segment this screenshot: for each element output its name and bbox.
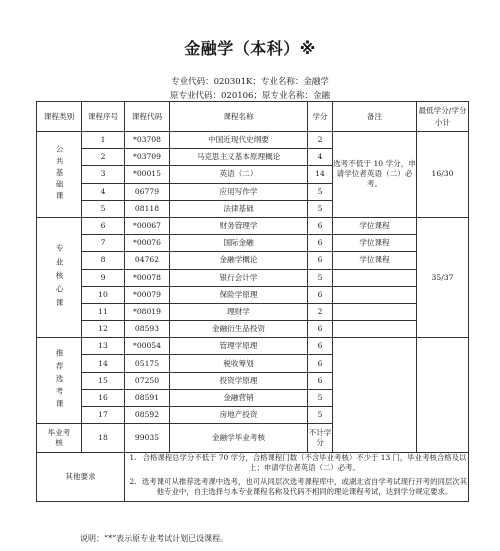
- course-name-cell: 法律基础: [170, 200, 308, 217]
- header-min-credit: 最低学分/学分小计: [417, 102, 469, 132]
- code-cell: 08591: [125, 389, 170, 406]
- requirement-item: [125, 477, 468, 497]
- code-cell: *00015: [125, 166, 170, 183]
- code-cell: *00078: [125, 269, 170, 286]
- seq-cell: 5: [82, 200, 125, 217]
- course-name-cell: 金融学毕业考核: [170, 424, 308, 453]
- code-cell: *03708: [125, 132, 170, 149]
- header-credit: 学分: [308, 102, 333, 132]
- table-row: [37, 269, 469, 286]
- table-row: [37, 338, 469, 355]
- table-header-row: [37, 102, 469, 132]
- credit-cell: 6: [308, 235, 333, 252]
- seq-cell: 3: [82, 166, 125, 183]
- seq-cell: 12: [82, 321, 125, 338]
- major-code-line: 专业代码：020301K；专业名称：金融学: [171, 77, 329, 87]
- note-cell: [333, 321, 417, 338]
- note-cell: [333, 269, 417, 286]
- seq-cell: 7: [82, 235, 125, 252]
- seq-cell: 4: [82, 183, 125, 200]
- code-cell: 99035: [125, 424, 170, 453]
- seq-cell: 18: [82, 424, 125, 453]
- group-public-note: 选考不低于 10 学分，申请学位者英语（二）必考。: [333, 132, 417, 218]
- credit-cell: 5: [308, 183, 333, 200]
- credit-cell: 6: [308, 252, 333, 269]
- code-cell: *03709: [125, 149, 170, 166]
- course-name-cell: 马克思主义基本原理概论: [170, 149, 308, 166]
- credit-cell: 6: [308, 355, 333, 372]
- credit-cell: 4: [308, 149, 333, 166]
- group-graduation-label: 毕业考核: [37, 424, 82, 453]
- note-cell: [333, 286, 417, 303]
- seq-cell: 14: [82, 355, 125, 372]
- other-requirements-label: 其他要求: [37, 453, 125, 502]
- code-cell: *08019: [125, 303, 170, 320]
- seq-cell: 9: [82, 269, 125, 286]
- course-name-cell: 保险学原理: [170, 286, 308, 303]
- seq-cell: 13: [82, 338, 125, 355]
- header-note: 备注: [333, 102, 417, 132]
- course-name-cell: 投资学原理: [170, 372, 308, 389]
- other-requirements-row: [37, 453, 469, 502]
- requirement-text: 选考课可从推荐选考课中选考，也可从同层次选考课程库中，或湖北省自学考试现行开考的同层次其他专业中，自主选择与本专业课程名称及代码不相同的理论课程考试，达到学分规定要求。: [141, 477, 468, 497]
- course-name-cell: 房地产投资: [170, 407, 308, 424]
- table-row: [37, 132, 469, 149]
- note-cell: [333, 303, 417, 320]
- requirement-text: 合格课程总学分不低于 70 学分，合格课程门数（不含毕业考核）不少于 13 门，毕业考核合格及以上；申请学位者英语（二）必考。: [142, 453, 467, 473]
- course-name-cell: 金融学概论: [170, 252, 308, 269]
- group-core-min: 35/37: [417, 217, 469, 337]
- note-cell: 学位课程: [333, 217, 417, 234]
- credit-cell: 5: [308, 389, 333, 406]
- seq-cell: 16: [82, 389, 125, 406]
- code-cell: 06779: [125, 183, 170, 200]
- header-seq: 课程序号: [82, 102, 125, 132]
- seq-cell: 1: [82, 132, 125, 149]
- table-row: [37, 252, 469, 269]
- code-cell: *00076: [125, 235, 170, 252]
- requirement-number: 2.: [129, 477, 137, 487]
- other-requirements-body: [125, 453, 469, 502]
- table-row: [37, 286, 469, 303]
- course-name-cell: 财务管理学: [170, 217, 308, 234]
- credit-cell: 2: [308, 132, 333, 149]
- course-name-cell: 英语（二）: [170, 166, 308, 183]
- header-category: 课程类别: [37, 102, 82, 132]
- seq-cell: 8: [82, 252, 125, 269]
- course-name-cell: 银行会计学: [170, 269, 308, 286]
- page-title: 金融学（本科）※: [184, 39, 316, 58]
- code-cell: 07250: [125, 372, 170, 389]
- seq-cell: 15: [82, 372, 125, 389]
- credit-cell: 14: [308, 166, 333, 183]
- seq-cell: 6: [82, 217, 125, 234]
- course-name-cell: 应用写作学: [170, 183, 308, 200]
- credit-cell: 6: [308, 217, 333, 234]
- seq-cell: 11: [82, 303, 125, 320]
- group-public-min: 16/30: [417, 132, 469, 218]
- note-cell-empty: [333, 338, 417, 453]
- note-cell: 学位课程: [333, 235, 417, 252]
- course-name-cell: 中国近现代史纲要: [170, 132, 308, 149]
- course-name-cell: 理财学: [170, 303, 308, 320]
- seq-cell: 17: [82, 407, 125, 424]
- credit-cell: 2: [308, 303, 333, 320]
- code-cell: *00054: [125, 338, 170, 355]
- table-row: [37, 235, 469, 252]
- credit-cell: 6: [308, 338, 333, 355]
- course-plan-table: [36, 101, 469, 502]
- course-name-cell: 国际金融: [170, 235, 308, 252]
- note-cell: 学位课程: [333, 252, 417, 269]
- header-code: 课程代码: [125, 102, 170, 132]
- min-cell-empty: [417, 338, 469, 453]
- code-cell: *00079: [125, 286, 170, 303]
- course-name-cell: 税收筹划: [170, 355, 308, 372]
- code-cell: 08593: [125, 321, 170, 338]
- course-name-cell: 管理学原理: [170, 338, 308, 355]
- credit-cell: 不计学分: [308, 424, 333, 453]
- group-recommended-label: 推荐选考课: [37, 338, 82, 424]
- code-cell: 08118: [125, 200, 170, 217]
- seq-cell: 2: [82, 149, 125, 166]
- group-core-label: 专业核心课: [37, 217, 82, 337]
- seq-cell: 10: [82, 286, 125, 303]
- header-name: 课程名称: [170, 102, 308, 132]
- table-row: [37, 321, 469, 338]
- code-cell: 08592: [125, 407, 170, 424]
- code-cell: *00067: [125, 217, 170, 234]
- former-major-code-line: 原专业代码：020106；原专业名称：金融: [170, 91, 330, 101]
- table-row: [37, 303, 469, 320]
- code-cell: 04762: [125, 252, 170, 269]
- credit-cell: 5: [308, 269, 333, 286]
- credit-cell: 6: [308, 321, 333, 338]
- course-name-cell: 金融营销: [170, 389, 308, 406]
- course-name-cell: 金融衍生品投资: [170, 321, 308, 338]
- credit-cell: 6: [308, 286, 333, 303]
- table-row: [37, 217, 469, 234]
- requirement-item: [125, 453, 468, 473]
- requirement-number: 1.: [129, 453, 137, 463]
- credit-cell: 5: [308, 200, 333, 217]
- code-cell: 05175: [125, 355, 170, 372]
- footnote: 说明：“*”表示原专业考试计划已设课程。: [80, 534, 229, 543]
- group-public-label: 公共基础课: [37, 132, 82, 218]
- credit-cell: 6: [308, 372, 333, 389]
- credit-cell: 5: [308, 407, 333, 424]
